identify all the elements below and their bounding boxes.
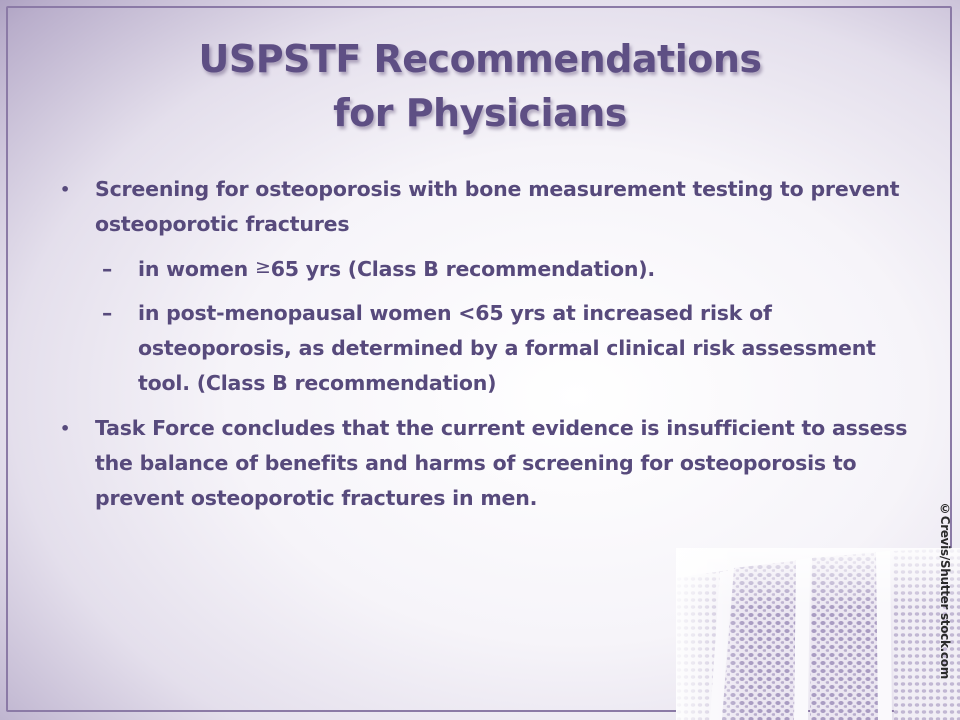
bullet-marker: • xyxy=(60,419,71,438)
subitem-text: in post-menopausal women <65 yrs at increased risk of osteoporosis, as determined by a formal clinical risk assessment tool. (Class B recommendation) xyxy=(138,301,876,395)
title-line-1: USPSTF Recommendations xyxy=(198,37,762,81)
slide-body xyxy=(56,172,916,526)
subitem-text-after: 65 yrs (Class B recommendation). xyxy=(270,257,656,281)
bone-cross-section-icon xyxy=(676,548,960,720)
bullet-screening xyxy=(56,172,916,242)
image-credit: ©Crevis/Shutter stock.com xyxy=(938,502,952,679)
subitem-postmenopausal xyxy=(56,296,916,401)
subitem-women-65 xyxy=(56,252,916,288)
bullet-marker: • xyxy=(60,180,71,199)
bullet-text: Task Force concludes that the current evidence is insufficient to assess the balance of benefits and harms of screening for osteoporosis to prevent osteoporotic fractures in men. xyxy=(95,416,908,510)
title-line-2: for Physicians xyxy=(333,91,627,135)
greater-equal-symbol: ≥ xyxy=(254,256,271,278)
dash-marker: – xyxy=(102,257,113,281)
dash-marker: – xyxy=(102,301,113,325)
bullet-task-force xyxy=(56,411,916,516)
bullet-text: Screening for osteoporosis with bone measurement testing to prevent osteoporotic fractures xyxy=(95,177,900,236)
slide-title xyxy=(80,32,880,140)
subitem-text-before: in women xyxy=(138,257,255,281)
